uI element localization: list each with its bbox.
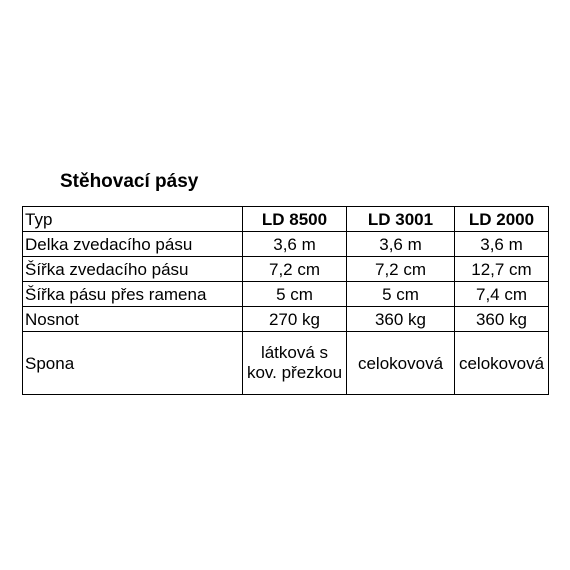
- header-cell-model: LD 3001: [347, 207, 455, 232]
- table-row: [23, 257, 549, 282]
- header-cell-type: Typ: [23, 207, 243, 232]
- header-cell-model: LD 8500: [243, 207, 347, 232]
- table-cell: 3,6 m: [455, 232, 549, 257]
- table-cell: celokovová: [347, 332, 455, 395]
- table-cell: 3,6 m: [243, 232, 347, 257]
- row-label: Šířka pásu přes ramena: [23, 282, 243, 307]
- table-cell: 7,2 cm: [347, 257, 455, 282]
- table-cell: 5 cm: [347, 282, 455, 307]
- table-cell: 360 kg: [455, 307, 549, 332]
- table-row: [23, 282, 549, 307]
- table-cell: 360 kg: [347, 307, 455, 332]
- page-title: Stěhovací pásy: [60, 171, 199, 192]
- row-label: Delka zvedacího pásu: [23, 232, 243, 257]
- table-row: [23, 307, 549, 332]
- header-cell-model: LD 2000: [455, 207, 549, 232]
- table-cell: celokovová: [455, 332, 549, 395]
- table-row: [23, 232, 549, 257]
- table-cell: 12,7 cm: [455, 257, 549, 282]
- row-label: Spona: [23, 332, 243, 395]
- table-cell: 7,2 cm: [243, 257, 347, 282]
- specs-table: [22, 206, 549, 395]
- table-cell: látková s kov. přezkou: [243, 332, 347, 395]
- row-label: Nosnot: [23, 307, 243, 332]
- table-cell: 7,4 cm: [455, 282, 549, 307]
- table-cell: 270 kg: [243, 307, 347, 332]
- row-label: Šířka zvedacího pásu: [23, 257, 243, 282]
- table-cell: 3,6 m: [347, 232, 455, 257]
- table-header-row: [23, 207, 549, 232]
- table-cell: 5 cm: [243, 282, 347, 307]
- table-row: [23, 332, 549, 395]
